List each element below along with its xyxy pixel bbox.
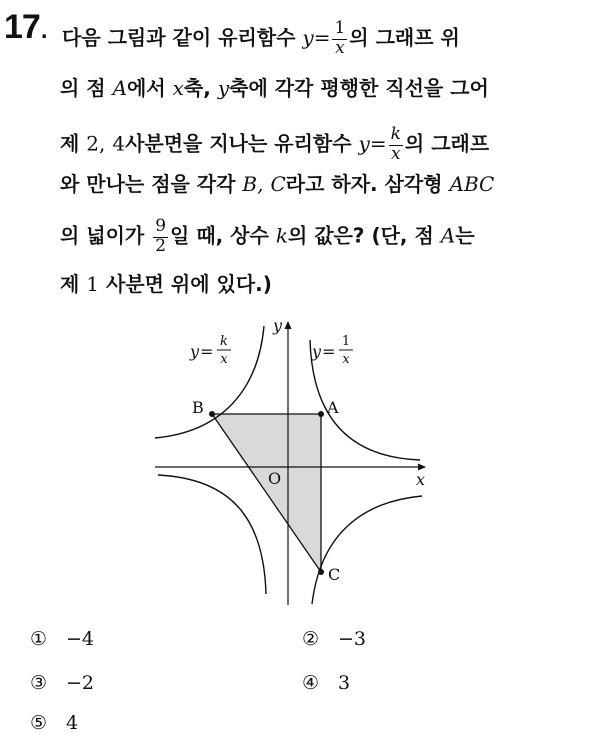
point-a-ref: A xyxy=(112,76,128,100)
question-number-text: 17 xyxy=(4,8,40,46)
line1-text-a: 다음 그림과 같이 유리함수 xyxy=(62,25,296,50)
label-k-den: x xyxy=(220,352,228,367)
fraction-denominator: x xyxy=(335,37,345,58)
line5-text-c: 의 값은? (단, 점 xyxy=(287,223,434,248)
point-b-label: B xyxy=(192,398,204,417)
fraction-k-over-x xyxy=(389,126,403,164)
quadrant-2: 2, xyxy=(86,131,106,156)
choice-value: −3 xyxy=(338,628,367,650)
question-line-1 xyxy=(62,20,460,58)
fraction-numerator: k xyxy=(390,124,401,144)
label-1-den: x xyxy=(342,352,350,367)
choice-mark: ⑤ xyxy=(30,712,48,734)
choice-value: −4 xyxy=(66,628,95,650)
fraction-denominator: x xyxy=(390,143,401,164)
line2-text-d: 축에 각각 평행한 직선을 그어 xyxy=(229,76,489,100)
choice-mark: ② xyxy=(302,628,320,650)
x-axis-label: x xyxy=(416,470,426,489)
point-c-label: C xyxy=(328,565,341,584)
label-y-eq-1-over-x xyxy=(311,334,353,367)
line3-text-c: 의 그래프 xyxy=(404,131,490,156)
choice-mark: ④ xyxy=(302,672,320,694)
origin-label: O xyxy=(268,469,282,488)
label-1-y: y xyxy=(312,342,322,361)
hyperbola-figure xyxy=(140,312,440,612)
line5-text-a: 의 넓이가 xyxy=(60,223,145,248)
k-var: k xyxy=(275,223,288,248)
choice-3[interactable] xyxy=(30,672,94,694)
math-y-1: y xyxy=(302,25,314,50)
choice-mark: ① xyxy=(30,628,48,650)
question-line-4 xyxy=(60,174,494,194)
point-b-ref: B, xyxy=(242,172,264,196)
triangle-abc-ref: ABC xyxy=(449,172,495,196)
quadrant-4: 4 xyxy=(112,131,126,156)
point-a-ref-2: A xyxy=(440,223,456,248)
choice-1[interactable] xyxy=(30,628,94,650)
question-line-6 xyxy=(60,274,272,294)
line2-text-c: 축, xyxy=(183,76,211,100)
point-b-dot xyxy=(209,411,215,417)
triangle-abc xyxy=(212,414,321,572)
choice-5[interactable] xyxy=(30,712,78,734)
choice-mark: ③ xyxy=(30,672,48,694)
label-k-eq: = xyxy=(200,342,214,361)
question-line-5 xyxy=(60,218,475,256)
line5-text-d: 는 xyxy=(455,223,475,248)
fraction-9-over-2 xyxy=(153,218,168,256)
line3-text-b: 사분면을 지나는 유리함수 xyxy=(125,131,352,156)
line4-text-b: 라고 하자. 삼각형 xyxy=(285,172,443,196)
quadrant-1: 1 xyxy=(86,272,100,296)
label-y-eq-k-over-x xyxy=(189,334,231,367)
choice-4[interactable] xyxy=(302,672,350,694)
fraction-numerator: 1 xyxy=(334,18,346,38)
line2-text-b: 에서 xyxy=(127,76,166,100)
math-y-2: y xyxy=(358,131,370,156)
curve-1-over-x-q3 xyxy=(158,475,266,594)
line2-text-a: 의 점 xyxy=(60,76,106,100)
question-number xyxy=(4,8,47,47)
y-var: y xyxy=(217,76,230,100)
point-a-dot xyxy=(318,411,324,417)
point-c-dot xyxy=(318,569,324,575)
math-eq-1: = xyxy=(313,25,331,50)
line6-text-a: 제 xyxy=(60,272,80,296)
y-axis-label: y xyxy=(273,316,283,335)
math-eq-2: = xyxy=(369,131,387,156)
label-k-y: y xyxy=(190,342,200,361)
line5-text-b: 일 때, 상수 xyxy=(170,223,269,248)
line4-text-a: 와 만나는 점을 각각 xyxy=(60,172,236,196)
label-k-num: k xyxy=(220,334,228,349)
point-a-label: A xyxy=(327,398,339,417)
question-line-3 xyxy=(60,126,489,164)
choice-value: 3 xyxy=(338,672,351,694)
label-1-num: 1 xyxy=(341,334,351,349)
curve-k-over-x-q4 xyxy=(312,496,422,604)
line1-text-b: 의 그래프 위 xyxy=(349,25,460,50)
fraction-numerator: 9 xyxy=(155,216,167,236)
y-axis-arrow xyxy=(285,321,292,329)
label-1-eq: = xyxy=(322,342,336,361)
fraction-denominator: 2 xyxy=(155,235,167,256)
point-c-ref: C xyxy=(270,172,286,196)
choice-value: 4 xyxy=(66,712,79,734)
choice-value: −2 xyxy=(66,672,95,694)
question-line-2 xyxy=(60,78,489,98)
choice-2[interactable] xyxy=(302,628,366,650)
question-number-dot: . xyxy=(40,17,47,44)
fraction-1-over-x xyxy=(332,20,347,58)
line3-text-a: 제 xyxy=(60,131,80,156)
x-var: x xyxy=(172,76,184,100)
line6-text-b: 사분면 위에 있다.) xyxy=(106,272,272,296)
